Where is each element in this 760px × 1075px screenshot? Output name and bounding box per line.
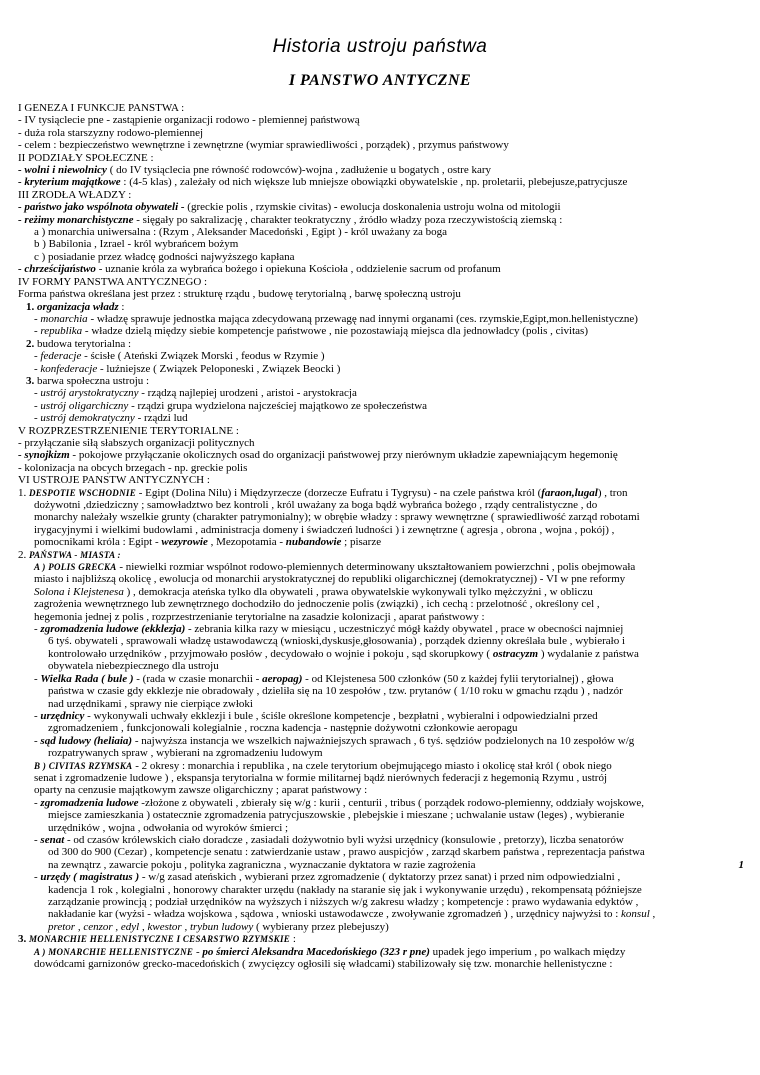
text-line [18,710,744,722]
text-line [18,387,744,399]
text-run: A ) POLIS GRECKA [34,562,117,573]
text-run: - [34,871,41,884]
text-run: - od Klejstenesa 500 członków (50 z każdej fylii terytorialnej) , głowa [302,672,614,685]
text-run: B ) CIVITAS RZYMSKA [34,760,133,771]
text-run: - najwyższa instancja we wszelkich najważniejszych sprawach , 6 tyś. sędziów podzielonych na 10 zespołów w/g [132,734,635,747]
text-run: A ) MONARCHIE HELLENISTYCZNE [34,946,194,957]
text-line [18,834,744,846]
text-line [18,685,744,697]
text-run: na zewnątrz , zawarcie pokoju , polityka zagraniczna , wyznaczanie dyktatora w razie zagrożenia [48,858,476,871]
document-body [18,102,744,970]
text-line [18,350,744,362]
text-line [18,412,744,424]
text-run: budowa terytorialna : [37,337,132,350]
text-run: - wolni i niewolnicy [18,164,107,177]
text-line [18,474,744,486]
text-run: zagrożenia wewnętrznego lub zewnętrznego dochodziło do jednoczenie polis (związki) , ich cechą : przelotność , określony cel , [34,598,600,611]
text-line [18,722,744,734]
text-line [18,127,744,139]
text-line [18,164,744,176]
text-run: - duża rola starszyzny rodowo-plemiennej [18,126,204,139]
text-run: - reżimy monarchistyczne [18,213,134,226]
text-run: 6 tyś. obywateli , sprawowali władzę ustawodawczą (wnioski,dyskusje,głosowania) , porządek dzienny określała bule , wybierało i [48,635,626,648]
text-line [18,214,744,226]
text-line [18,908,744,920]
text-line [18,363,744,375]
text-line [18,425,744,437]
text-run: - kolonizacja na obcych brzegach - np. greckie polis [18,461,248,474]
text-line [18,325,744,337]
text-run: obywatela niebezpiecznego dla ustroju [48,660,219,673]
text-run: 3. [26,374,37,387]
text-run: 3. [18,933,29,946]
text-line [18,511,744,523]
text-line [18,139,744,151]
text-line [18,958,744,970]
text-run: pomocnikami króla : Egipt - [34,536,162,549]
text-line [18,462,744,474]
text-run: wezyrowie [161,536,208,549]
text-run: - w/g zasad ateńskich , wybierani przez zgromadzenie ( dyktatorzy przez sanat) i przed nim odpowiedzialni , [139,871,621,884]
text-run: irygacyjnymi i wielkimi budowlami , administracja domeny i świadczeń ludności ) i zewnętrzne ( agresja , obrona , wojna , pokój) , [34,523,615,536]
text-run: - władze dzielą między siebie kompetencje państwowe , nie pozostawiają miejsca dla jednowładcy (polis , civitas) [82,325,588,338]
text-run: ) wydalanie z państwa [538,647,639,660]
text-run: , [649,908,656,921]
text-run: kontrolowało urzędników , przyjmowało posłów , decydowało o wojnie i pokoju , sąd skorupkowy ( [48,647,493,660]
text-run: ewolucja doskonalenia ustroju wolna od mitologii [337,201,561,214]
text-run: upadek jego imperium , po walkach między [429,945,626,958]
text-run: - [34,362,41,375]
text-run: sąd ludowy (heliaia) [40,734,133,747]
text-line [18,859,744,871]
text-run: - luźniejsze ( Związek Peloponeski , Związek Beocki ) [97,362,341,375]
text-run: ( do IV tysiąclecia pne równość rodowców)-wojna , zadłużenie u bogatych , ostre kary [106,164,491,177]
document-title: Historia ustroju państwa [272,36,488,57]
text-run: republika [40,325,83,338]
text-run: monarchia [40,312,88,325]
text-run: (greckie polis , rzymskie civitas) [184,201,334,214]
page-number: 1 [738,858,744,871]
text-run: PAŃSTWA - MIASTA : [29,549,121,560]
text-line [18,623,744,635]
text-line [18,189,744,201]
text-run: - [34,796,41,809]
text-run: urzędy ( magistratus ) [40,871,140,884]
text-line [18,102,744,114]
text-line [18,648,744,660]
text-run: urzędników , wojna , odwołania od wyroków śmierci ; [48,821,289,834]
text-run: - (rada w czasie monarchii - [133,672,263,685]
text-run: I GENEZA I FUNKCJE PANSTWA : [18,102,185,114]
text-run: nakładanie kar (wyżsi - władza wojskowa , sądowa , wnioski ustawodawcze , zwoływanie zgromadzeń ) , urzędnicy najwyżsi to : [48,908,622,921]
text-run: pretor , cenzor , edyl , kwestor , trybun ludowy [48,920,254,933]
text-line [18,251,744,263]
text-line [18,598,744,610]
text-run: - sięgały po sakralizację , charakter teokratyczny , źródło władzy poza rzeczywistością ziemską : [133,213,563,226]
text-run: nubandowie [285,536,342,549]
text-run: - [34,709,41,722]
text-run: - wykonywali uchwały ekklezji i bule , ściśle określone kompetencje , bezpłatni , wybieralni i odpowiedzialni przed [84,709,598,722]
text-line [18,822,744,834]
text-run: - przyłączanie siłą słabszych organizacji politycznych [18,436,255,449]
text-run: III ZRODŁA WŁADZY : [18,188,132,201]
text-run: - synojkizm [18,449,70,462]
text-run: : (4-5 klas) , zależały od nich większe lub mniejsze obowiązki obywatelskie , np. proletarii, plebejusze,patrycjusze [120,176,628,189]
text-run: , Mezopotamia - [207,536,286,549]
text-run: aeropag) [262,672,303,685]
text-run: - od czasów królewskich ciało doradcze , zasiadali dożywotnio byli wyżsi urzędnicy (konsulowie , pretorzy), liczba senatorów [64,833,624,846]
text-run: - [34,325,41,338]
text-line [18,896,744,908]
text-run: b ) Babilonia , Izrael - król wybrańcem bożym [34,238,239,251]
text-line [18,375,744,387]
text-line [18,276,744,288]
text-run: II PODZIAŁY SPOŁECZNE : [18,151,154,164]
text-line [18,536,744,548]
text-run: - pokojowe przyłączanie okolicznych osad do organizacji państwowej przy nierównym układzie zapewniającym hegemonię [69,449,618,462]
text-run: : [143,374,150,387]
text-line [18,313,744,325]
text-run: ustrój demokratyczny [40,412,135,425]
text-run: - [34,399,41,412]
text-run: - [34,734,41,747]
text-line [18,152,744,164]
text-run: ustrój oligarchiczny [40,399,129,412]
text-line [18,301,744,313]
text-run: - niewielki rozmiar wspólnot rodowo-plemiennych determinowany ukształtowaniem powierzchni , polis obejmowała [116,561,636,574]
text-run: zgromadzenia ludowe (ekklezja) [40,623,186,636]
text-run: nad urzędnikami , sprawy nie cierpiące zwłoki [48,697,253,710]
text-run: - rządzi grupa wydzielona najcześciej majątkowo ze społeczeństwa [128,399,428,412]
text-run: - [34,312,41,325]
text-line [18,635,744,647]
text-run: c ) posiadanie przez władcę godności najwyższego kapłana [34,250,295,263]
text-run: ostracyzm [492,647,539,660]
text-run: - [34,672,41,685]
text-line [18,499,744,511]
text-run: ) , tron [597,486,628,499]
text-line [18,487,744,499]
text-line [18,226,744,238]
text-line [18,263,744,275]
text-line [18,946,744,958]
text-line [18,846,744,858]
text-run: 1. [26,300,37,313]
text-run: monarchy należały wszelkie grunty (charakter patrymonialny); w obrębie władzy : sprawy wewnętrzne ( sprawiedliwość zarząd robotami [34,511,640,524]
text-line [18,809,744,821]
text-run: Forma państwa określana jest przez : strukturę rządu , budowę terytorialną , barwę społeczną ustroju [18,288,461,301]
text-line [18,238,744,250]
text-run: barwa społeczna ustroju [37,374,144,387]
text-run: zgromadzenia ludowe [40,796,139,809]
text-line [18,400,744,412]
text-run: zgromadzeniem , funkcjonowali kolegialnie , roczna kadencja - następnie dożywotni członkowie aeropagu [48,722,518,735]
text-run: dożywotni ,dziedziczny ; samowładztwo bez kontroli , król uważany za boga bądź wybrańca bożego , rządy centralistyczne , do [34,499,598,511]
text-line [18,871,744,883]
text-run: Solona i Klejstenesa [34,585,124,598]
text-run: : [290,933,296,946]
text-line [18,561,744,573]
text-run: VI USTROJE PANSTW ANTYCZNYCH : [18,474,210,487]
text-run: kadencja 1 rok , kolegialni , honorowy charakter urzędu (nakłady na staranie się jak i wykonywanie urzędu) , rekompensatą późniejsze [48,883,642,896]
text-run: Wielka Rada ( bule ) [40,672,134,685]
text-run: - [34,623,41,636]
text-line [18,772,744,784]
text-run: a ) monarchia uniwersalna : (Rzym , Aleksander Macedoński , Egipt ) - król uważany za boga [34,226,447,239]
text-run: faraon,lugal [541,486,598,499]
text-run: - Egipt (Dolina Nilu) i Międzyrzecze (dorzecze Eufratu i Tygrysu) - na czele państwa król ( [136,486,542,499]
text-run: senat [40,833,65,846]
text-line [18,114,744,126]
text-run: organizacja władz [37,300,119,313]
text-line [18,747,744,759]
text-line [18,524,744,536]
text-run: po śmierci Aleksandra Macedońskiego (323 r pne) [202,945,430,958]
text-run: - [34,387,41,400]
text-line [18,338,744,350]
text-line [18,784,744,796]
text-run: konsul [621,908,650,921]
text-run: - kryterium majątkowe [18,176,121,189]
text-run: miasto i najbliższą okolicę , ewolucja od monarchii arystokratycznej do republiki oligarchicznej (demokratycznej) - VI w pne reformy [34,573,626,586]
text-run: - [34,350,41,363]
text-line [18,933,744,945]
text-run: - celem : bezpieczeństwo wewnętrzne i zewnętrzne (wymiar sprawiedliwości , porządek) , przymus państwowy [18,139,509,152]
text-run: hegemonia jednej z polis , rozprzestrzenianie terytorialne na zasadzie kolonizacji , aparat państwowy : [34,610,485,623]
text-line [18,797,744,809]
text-line [18,921,744,933]
text-run: 1. [18,486,29,499]
text-run: senat i zgromadzenie ludowe ) , ekspansja terytorialna w formie militarnej bądź nierównych federacji z hegemonią Rzymu , ustrój [34,771,608,784]
text-line [18,673,744,685]
text-run: 2. [26,337,37,350]
text-run: DESPOTIE WSCHODNIE [29,487,137,498]
text-run: - zebrania kilka razy w miesiącu , uczestniczyć mógł każdy obywatel , prace w obecności najmniej [185,623,624,636]
text-run: miejsce zamieszkania ) ostatecznie zgromadzenia patrycjuszowskie , plebejskie i mieszane ; uchwalanie ustaw (leges) , wybieranie [48,809,625,822]
text-run: zarządzanie prowincją ; podział urzędników na wyższych i niższych w/g zakresu władzy ; kompetencje : prawo wydawania edyktów , [48,896,639,908]
text-line [18,586,744,598]
text-run: ustrój arystokratyczny [40,387,139,400]
text-run: - ścisłe ( Ateński Związek Morski , feodus w Rzymie ) [81,350,325,363]
text-run: dowódcami garnizonów grecko-macedońskich ( zwycięzcy ogłosili się władcami) stabilizowały się tzw. monarchie hellenistyczne : [34,958,613,971]
text-line [18,176,744,188]
text-run: - rządzi lud [134,412,188,425]
text-run: - uznanie króla za wybrańca bożego i opiekuna Kościoła , oddzielenie sacrum od profanum [95,263,501,276]
text-line [18,611,744,623]
text-run: V ROZPRZESTRZENIENIE TERYTORIALNE : [18,424,239,437]
text-run: - państwo jako wspólnota obywateli - [18,201,185,214]
text-run: 2. [18,548,29,561]
text-run: ; pisarze [341,536,382,549]
text-run: federacje [40,350,82,363]
text-run: - rządzą najlepiej urodzeni , aristoi - arystokracja [138,387,357,400]
text-line [18,449,744,461]
text-run: - 2 okresy : monarchia i republika , na czele terytorium obejmującego miasto i okolicę stał król ( obok niego [132,759,612,772]
text-run: -złożone z obywateli , zbierały się w/g : kurii , centurii , tribus ( porządek rodowo-plemienny, oddziały wojskowe, [138,796,644,809]
text-line [18,549,744,561]
text-line [18,735,744,747]
text-run: oparty na cenzusie majątkowym zawsze oligarchiczny ; aparat państwowy : [34,784,368,797]
text-run: - IV tysiąclecie pne - zastąpienie organizacji rodowo - plemiennej państwową [18,114,360,127]
text-run: - [34,833,41,846]
text-line [18,288,744,300]
text-run: ) , demokracja ateńska tylko dla obywateli , prawa obywatelskie wykonywali tylko mężczyźni , w obliczu [123,585,593,598]
text-line [18,201,744,213]
text-run: od 300 do 900 (Cezar) , kompetencje senatu : zatwierdzanie ustaw , prawo auspicjów , zarząd skarbem państwa , reprezentacja państwa [48,846,645,859]
text-run: - władzę sprawuje jednostka mająca zdecydowaną przewagę nad innymi organami (ces. rzymskie,Egipt,mon.hellenistyczne) [87,312,638,325]
text-line [18,437,744,449]
text-line [18,698,744,710]
text-run: : [118,300,125,313]
text-run: urzędnicy [40,709,85,722]
text-run: - [193,945,203,958]
text-run: konfederacje [40,362,98,375]
text-run: IV FORMY PANSTWA ANTYCZNEGO : [18,275,208,288]
text-line [18,884,744,896]
text-run: - chrześcijaństwo [18,263,96,276]
text-run: MONARCHIE HELLENISTYCZNE I CESARSTWO RZYMSKIE [29,934,291,945]
text-run: ( wybierany przez plebejuszy) [253,920,389,933]
text-run: rozpatrywanych spraw , wybierani na zgromadzeniu ludowym [48,747,323,760]
chapter-heading: I PANSTWO ANTYCZNE [288,72,472,89]
text-run: - [333,201,338,214]
text-run: - [34,412,41,425]
text-line [18,760,744,772]
text-line [18,660,744,672]
text-line [18,573,744,585]
text-run: państwa w czasie gdy ekklezje nie obradowały , dzieliła się na 10 zespołów , tzw. prytanów ( 1/10 roku w gmachu rządu ) , nadzór [48,685,623,698]
